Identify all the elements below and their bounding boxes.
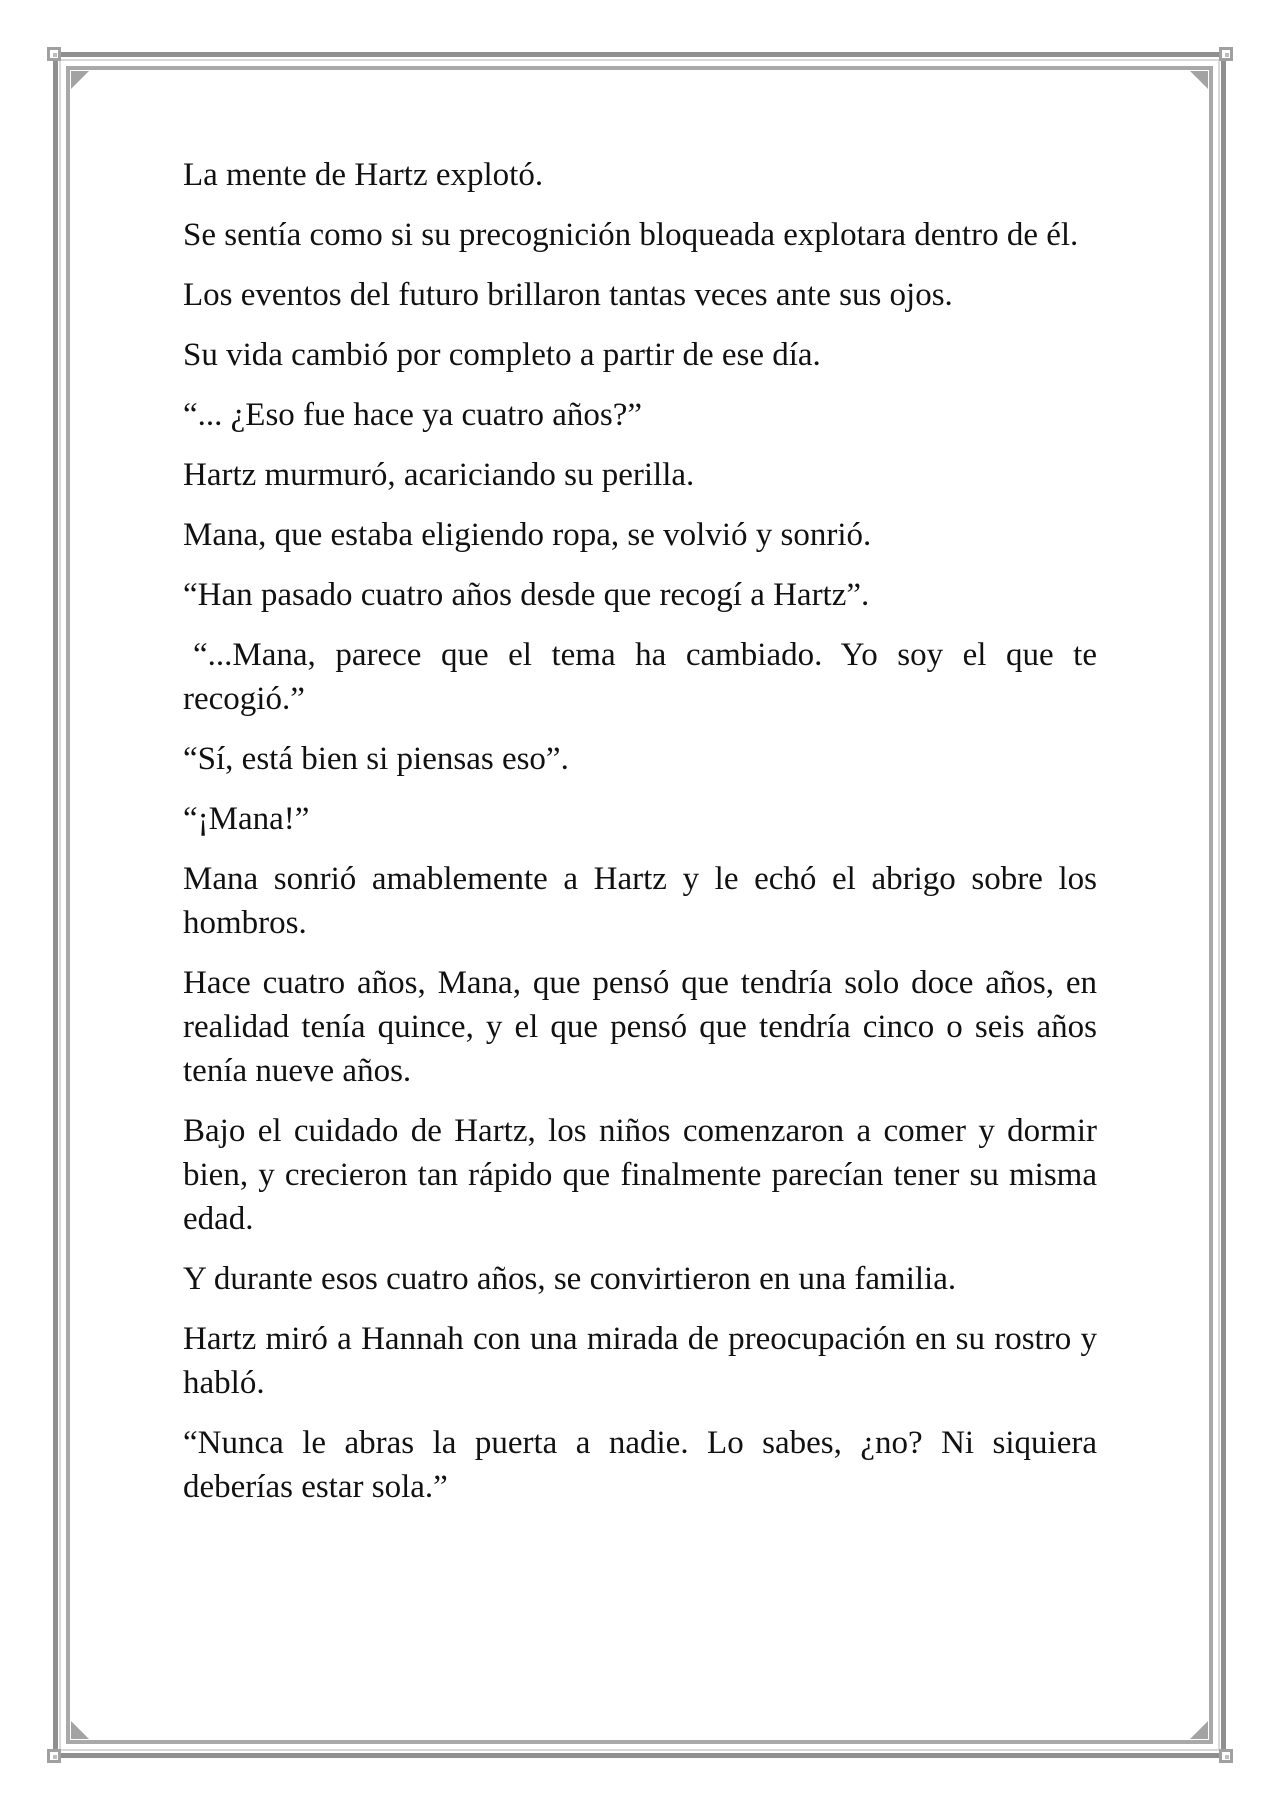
corner-triangle-top-right [1190,71,1208,89]
paragraph: Los eventos del futuro brillaron tantas veces ante sus ojos. [183,277,953,313]
corner-triangle-bottom-left [71,1721,89,1739]
paragraph: Mana, que estaba eligiendo ropa, se volvió y sonrió. [183,517,872,553]
paragraph: “... ¿Eso fue hace ya cuatro años?” [183,397,643,433]
paragraph: Mana sonrió amablemente a Hartz y le echó el abrigo sobre los hombros. [183,861,1097,941]
paragraph: Su vida cambió por completo a partir de ese día. [183,337,821,373]
paragraph: Hace cuatro años, Mana, que pensó que tendría solo doce años, en realidad tenía quince, y el que pensó que tendría cinco o seis años tenía nueve años. [183,965,1097,1089]
paragraph: Se sentía como si su precognición bloqueada explotara dentro de él. [183,217,1079,253]
paragraph: “Han pasado cuatro años desde que recogí a Hartz”. [183,577,870,613]
page-body-text [183,153,1097,1525]
frame-corner-ornament-bottom-right [1219,1749,1233,1763]
paragraph: “¡Mana!” [183,801,310,837]
paragraph: “Sí, está bien si piensas eso”. [183,741,569,777]
corner-triangle-top-left [71,71,89,89]
paragraph: Hartz murmuró, acariciando su perilla. [183,457,695,493]
paragraph: “...Mana, parece que el tema ha cambiado. Yo soy el que te recogió.” [183,637,1097,717]
paragraph: Hartz miró a Hannah con una mirada de preocupación en su rostro y habló. [183,1321,1097,1401]
frame-corner-ornament-bottom-left [47,1749,61,1763]
paragraph: Bajo el cuidado de Hartz, los niños comenzaron a comer y dormir bien, y crecieron tan rápido que finalmente parecían tener su misma edad. [183,1113,1097,1237]
paragraph: “Nunca le abras la puerta a nadie. Lo sabes, ¿no? Ni siquiera deberías estar sola.” [183,1425,1097,1505]
paragraph: La mente de Hartz explotó. [183,157,544,193]
frame-corner-ornament-top-right [1219,47,1233,61]
corner-triangle-bottom-right [1190,1721,1208,1739]
paragraph: Y durante esos cuatro años, se convirtieron en una familia. [183,1261,957,1297]
frame-corner-ornament-top-left [47,47,61,61]
